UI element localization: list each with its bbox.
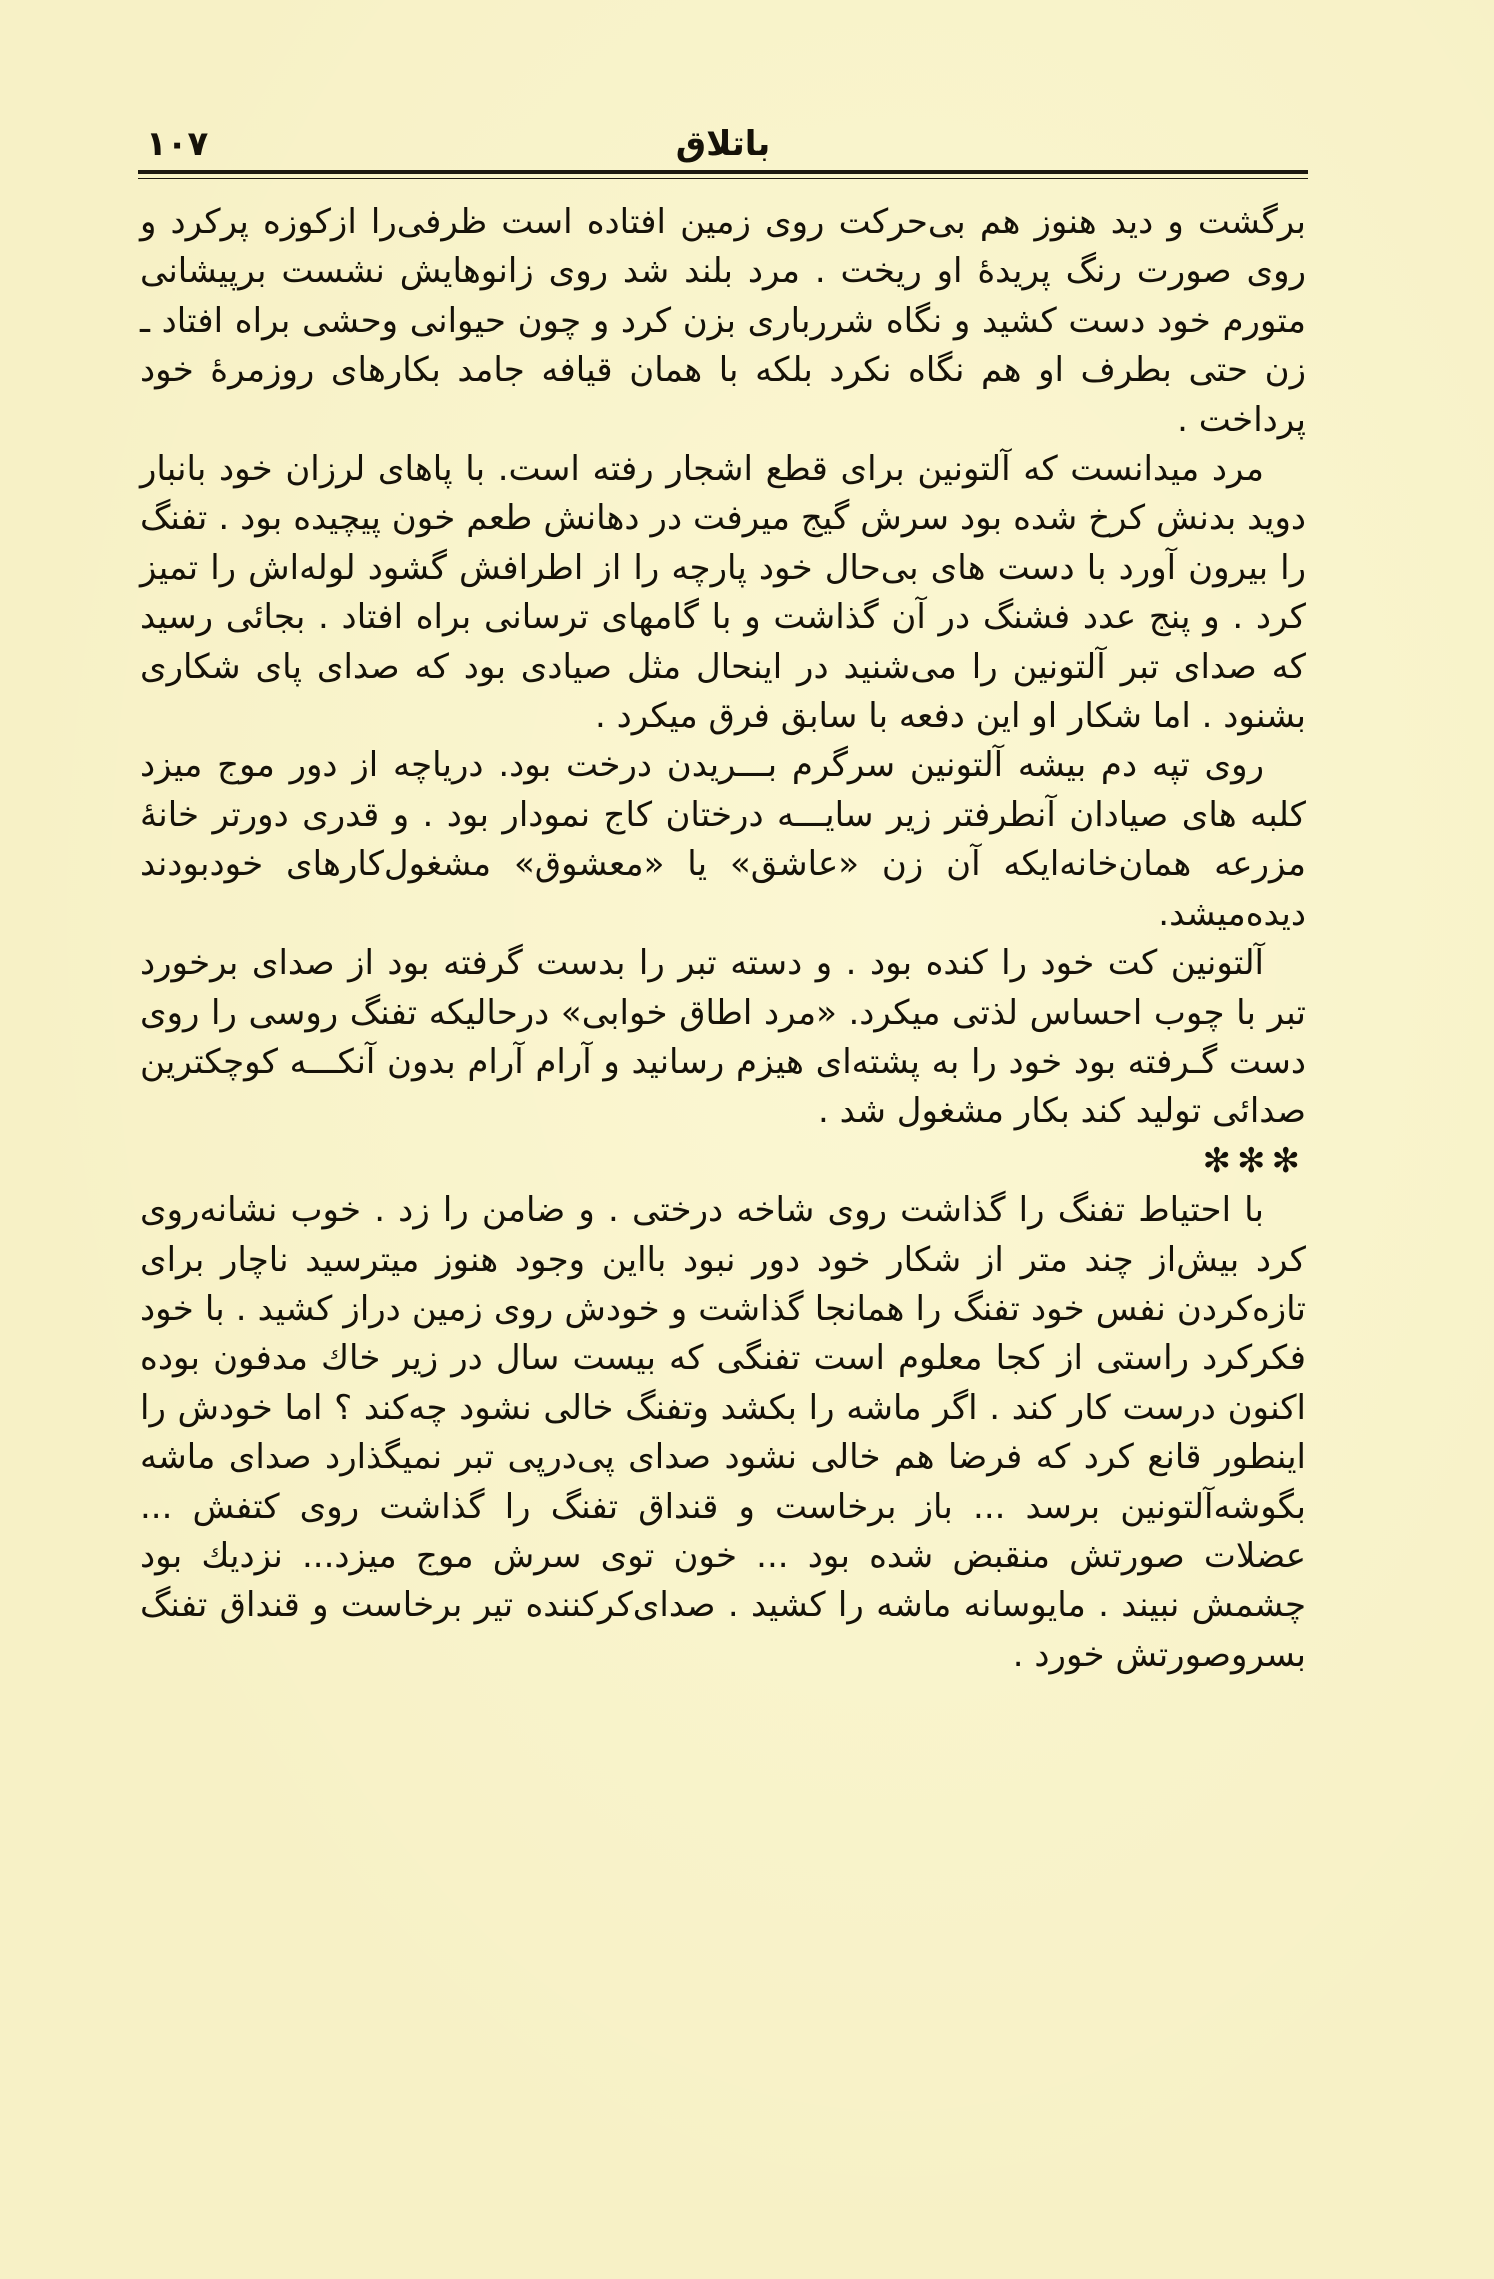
running-title: باتلاق [675, 124, 771, 164]
page-header [138, 112, 1308, 172]
header-rule-thick [138, 170, 1308, 174]
header-rule-thin [138, 178, 1308, 179]
paragraph: مرد میدانست که آلتونین برای قطع اشجار رفته است. با پاهای لرزان خود بانبار دوید بدنش کرخ شده بود سرش گیج میرفت در دهانش طعم خون پیچیده بود . تفنگ را بیرون آورد با دست های بی‌حال خود پارچه را از اطرافش گشود لوله‌اش را تمیز کرد . و پنج عدد فشنگ در آن گذاشت و با گامهای ترسانی براه افتاد . بجائی رسید که صدای تبر آلتونین را می‌شنید در اینحال مثل صیادی بود که صدای پای شکاری بشنود . اما شکار او این دفعه با سابق فرق میکرد . [140, 449, 1306, 737]
page-number: ۱۰۷ [146, 124, 209, 164]
paragraph: با احتیاط تفنگ را گذاشت روی شاخه درختی . و ضامن را زد . خوب نشانه‌روی کرد بیش‌از چند متر از شکار خود دور نبود بااین وجود هنوز میترسید ناچار برای تازه‌کردن نفس خود تفنگ را همانجا گذاشت و خودش روی زمین دراز کشید . با خود فکرکرد راستی از کجا معلوم است تفنگی که بیست سال در زیر خاك مدفون بوده اکنون درست کار کند . اگر ماشه را بکشد وتفنگ خالی نشود چه‌کند ؟ اما خودش را اینطور قانع کرد که فرضا هم خالی نشود صدای پی‌درپی تبر نمیگذارد صدای ماشه بگوشه‌آلتونین برسد ... باز برخاست و قنداق تفنگ را گذاشت روی کتفش ... عضلات صورتش منقبض شده بود ... خون توی سرش موج میزد... نزدیك بود چشمش نبیند . مایوسانه ماشه را کشید . صدای‌کرکننده تیر برخاست و قنداق تفنگ بسروصورتش خورد . [140, 1190, 1306, 1675]
body-text [140, 198, 1306, 1680]
paragraph: برگشت و دید هنوز هم بی‌حرکت روی زمین افتاده است ظرفی‌را ازکوزه پرکرد و روی صورت رنگ پریدهٔ او ریخت . مرد بلند شد روی زانوهایش نشست برپیشانی متورم خود دست کشید و نگاه شررباری بزن کرد و چون حیوانی وحشی براه افتاد ـ زن حتی بطرف او هم نگاه نکرد بلکه با همان قیافه جامد بکارهای روزمرهٔ خود پرداخت . [140, 202, 1306, 440]
section-break-ornament: ✻✻✻ [1202, 1140, 1306, 1181]
paragraph: آلتونین کت خود را کنده بود . و دسته تبر را بدست گرفته بود از صدای برخورد تبر با چوب احساس لذتی میکرد. «مرد اطاق خوابی» درحالیکه تفنگ روسی را روی دست گـرفته بود خود را به پشته‌ای هیزم رسانید و آرام آرام بدون آنکـــه کوچکترین صدائی تولید کند بکار مشغول شد . [140, 943, 1306, 1132]
paragraph: روی تپه دم بیشه آلتونین سرگرم بـــریدن درخت بود. دریاچه از دور موج میزد کلبه های صیادان آنطرفتر زیر سایـــه درختان کاج نمودار بود . و قدری دورتر خانهٔ مزرعه همان‌خانه‌ایکه آن زن «عاشق» یا «معشوق» مشغول‌کارهای خودبودند دیده‌میشد. [140, 745, 1306, 934]
